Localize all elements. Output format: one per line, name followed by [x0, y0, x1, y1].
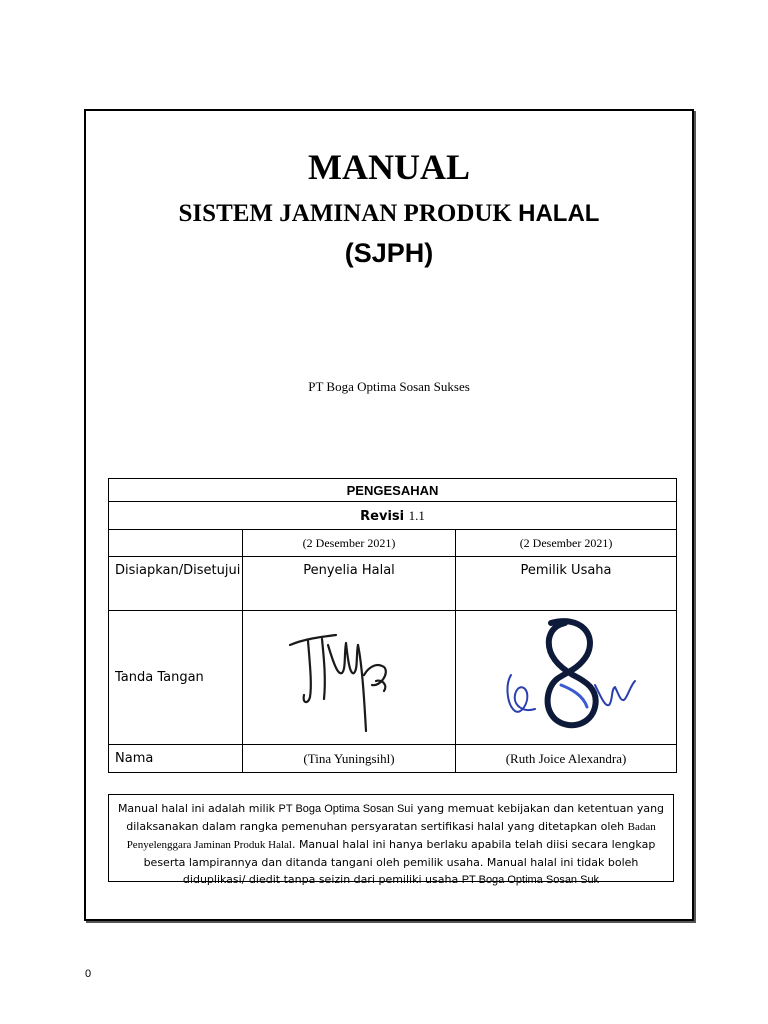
date-cell-2: (2 Desember 2021) [456, 530, 677, 557]
company-name: PT Boga Optima Sosan Sukses [308, 379, 470, 394]
document-subtitle-abbrev: (SJPH) [344, 238, 434, 268]
name-cell-1: (Tina Yuningsihl) [243, 745, 456, 773]
approval-header: PENGESAHAN [109, 479, 677, 502]
signature-cell-2 [456, 611, 677, 745]
note-part2: i yang memuat kebijakan dan ketentuan yang dilaksanakan dalam rangka pemenuhan persyaratan sertifikasi halal yang ditetapkan oleh [126, 802, 665, 833]
note-part1: Manual halal ini adalah milik [117, 802, 279, 815]
revision-label: Revisi [360, 508, 405, 524]
note-company-1: PT Boga Optima Sosan Su [278, 803, 411, 815]
name-cell-2: (Ruth Joice Alexandra) [456, 745, 677, 773]
note-agency: Badan Penyelenggara Jaminan Produk Halal [126, 821, 656, 851]
subtitle-part2: HALAL [518, 200, 600, 227]
revision-row [109, 502, 677, 530]
document-title: MANUAL [308, 147, 470, 187]
empty-cell [109, 530, 243, 557]
approval-table [108, 478, 677, 773]
note-part3: . Manual halal ini hanya berlaku apabila telah diisi secara lengkap beserta lampirannya dan ditanda tangani oleh pemilik usaha. Manual halal ini tidak boleh diduplikasi/ diedit tanpa seizin dari pemiliki usaha [143, 838, 656, 886]
document-subtitle [84, 200, 694, 228]
page-number: 0 [85, 968, 92, 980]
signature-2 [491, 615, 641, 735]
role-cell-1: Penyelia Halal [243, 557, 456, 611]
role-cell-2: Pemilik Usaha [456, 557, 677, 611]
subtitle-part1: SISTEM JAMINAN PRODUK [178, 200, 512, 227]
ownership-note [108, 794, 674, 886]
revision-number: 1.1 [408, 507, 425, 523]
signature-1 [284, 615, 414, 735]
signature-cell-1 [243, 611, 456, 745]
note-company-2: PT Boga Optima Sosan Suk [461, 874, 600, 886]
name-label: Nama [109, 745, 243, 773]
prepared-label [109, 557, 243, 611]
signature-label: Tanda Tangan [109, 611, 243, 745]
prepared-label-text: Disiapkan/Disetujui [115, 563, 241, 578]
date-cell-1: (2 Desember 2021) [243, 530, 456, 557]
